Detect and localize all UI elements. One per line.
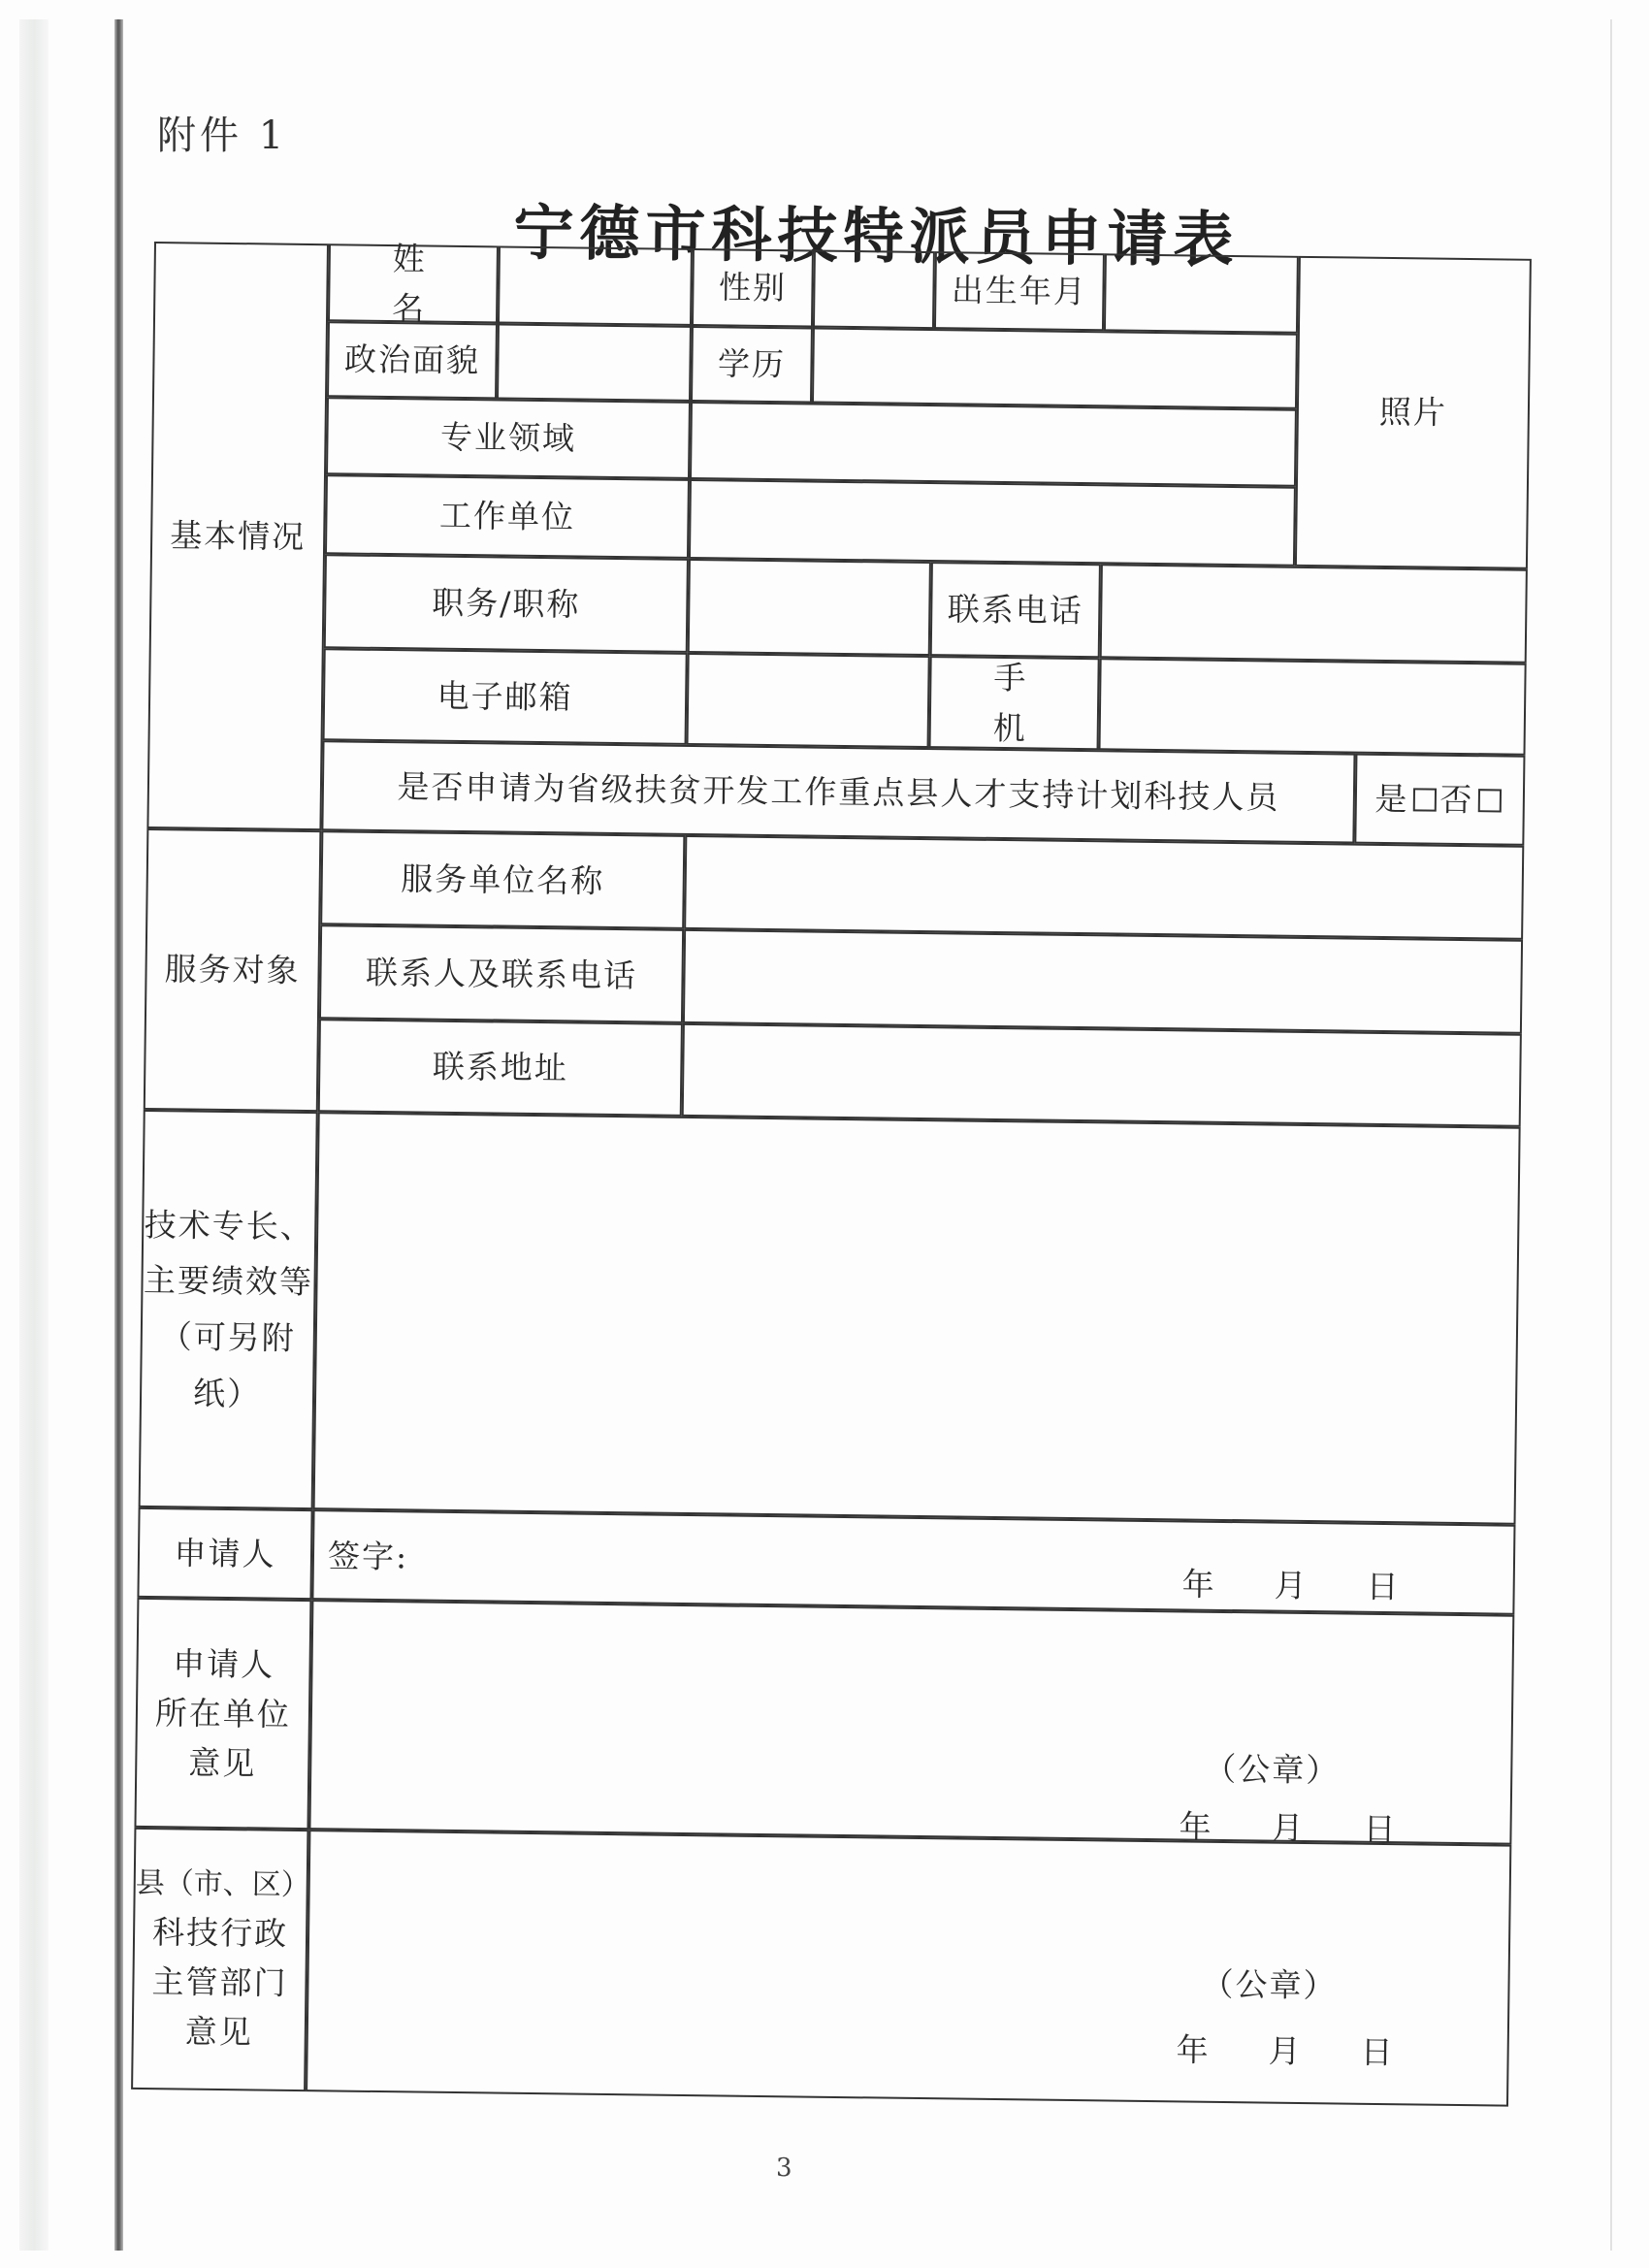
address-label (318, 1019, 683, 1117)
position-field[interactable] (688, 559, 931, 656)
year-label: 年 (1181, 1565, 1216, 1604)
employer-label-text: 工作单位 (438, 497, 576, 536)
county-opinion-label-line: 科技行政 (151, 1912, 289, 1953)
applicant-label-text: 申请人 (174, 1534, 276, 1573)
page-title: 宁德市科技特派员申请表 (513, 196, 1240, 275)
applicant-label (137, 1507, 312, 1600)
birth-label (934, 251, 1105, 331)
mobile-label (929, 656, 1100, 750)
month-label: 月 (1271, 1808, 1306, 1848)
employer-opinion-label (134, 1598, 311, 1830)
employer-opinion-label-line: 申请人 (172, 1644, 275, 1684)
section-service-target (144, 828, 322, 1112)
yes-label: 是 (1374, 779, 1409, 819)
talent-program-text: 是否申请为省级扶贫开发工作重点县人才支持计划科技人员 (397, 767, 1280, 817)
phone-label-text: 联系电话 (947, 590, 1084, 630)
name-label (328, 239, 499, 328)
binding-edge (114, 19, 123, 2251)
annex-label: 附件 1 (157, 113, 288, 158)
scan-shadow (19, 19, 48, 2251)
expertise-label (139, 1110, 318, 1509)
gender-field[interactable] (813, 250, 935, 330)
official-seal-label: （公章） (1201, 1964, 1338, 2005)
employer-opinion-label-line: 意见 (188, 1743, 257, 1783)
application-form (132, 239, 1533, 2142)
political-label (327, 321, 498, 399)
section-label: 服务对象 (164, 950, 301, 990)
birth-label-text: 出生年月 (951, 271, 1088, 311)
talent-program-question (321, 740, 1355, 843)
email-field[interactable] (687, 653, 930, 748)
field-label (326, 397, 691, 479)
yes-checkbox[interactable] (1412, 788, 1436, 811)
applicant-date (1181, 1559, 1401, 1611)
address-label-text: 联系地址 (432, 1048, 569, 1087)
address-field[interactable] (682, 1023, 1522, 1127)
county-opinion-label-line: 意见 (184, 2012, 254, 2052)
no-label: 否 (1439, 780, 1474, 820)
expertise-field[interactable] (313, 1112, 1521, 1525)
section-label: 基本情况 (169, 516, 307, 556)
day-label: 日 (1363, 1809, 1398, 1849)
education-label (691, 326, 813, 404)
signature-label: 签字: (327, 1537, 409, 1576)
photo-label: 照片 (1378, 393, 1448, 433)
field-label-text: 专业领域 (439, 418, 577, 458)
page-edge (1610, 19, 1612, 2251)
mobile-label-text: 手 机 (992, 659, 1065, 748)
name-field[interactable] (498, 245, 693, 326)
political-label-text: 政治面貌 (343, 340, 481, 380)
service-unit-field[interactable] (684, 835, 1524, 940)
mobile-field[interactable] (1099, 658, 1527, 756)
employer-label (325, 474, 690, 559)
county-opinion-label-line: 主管部门 (151, 1961, 288, 2002)
position-label-text: 职务/职称 (432, 583, 581, 624)
section-basic-info (146, 242, 329, 830)
county-opinion-label (131, 1828, 308, 2091)
gender-label (692, 248, 814, 328)
year-label: 年 (1179, 1807, 1213, 1846)
political-field[interactable] (497, 323, 692, 402)
email-label-text: 电子邮箱 (436, 676, 573, 717)
contact-label-text: 联系人及联系电话 (365, 953, 638, 995)
expertise-label-line: 主要绩效等 (143, 1261, 314, 1302)
month-label: 月 (1274, 1566, 1309, 1605)
no-checkbox[interactable] (1477, 789, 1501, 812)
birth-field[interactable] (1104, 253, 1299, 334)
service-unit-label (320, 830, 685, 929)
month-label: 月 (1268, 2031, 1303, 2071)
expertise-label-line: 技术专长、 (144, 1205, 315, 1246)
photo-box[interactable] (1295, 256, 1532, 569)
employer-field[interactable] (689, 479, 1296, 567)
service-unit-label-text: 服务单位名称 (401, 859, 605, 900)
day-label: 日 (1366, 1567, 1401, 1606)
gender-label-text: 性别 (718, 268, 788, 308)
page-number: 3 (776, 2154, 792, 2183)
county-opinion-field[interactable] (306, 1830, 1511, 2107)
name-label-text: 姓 名 (391, 239, 465, 328)
county-opinion-date (1176, 2025, 1395, 2077)
employer-opinion-label-line: 所在单位 (154, 1694, 292, 1733)
contact-label (319, 924, 684, 1023)
employer-opinion-field[interactable] (308, 1600, 1514, 1849)
education-label-text: 学历 (717, 344, 787, 384)
yes-no-choice (1354, 754, 1525, 846)
day-label: 日 (1360, 2032, 1395, 2072)
education-field[interactable] (812, 328, 1298, 409)
year-label: 年 (1176, 2030, 1211, 2069)
county-opinion-label-line: 县（市、区） (135, 1865, 310, 1903)
field-input[interactable] (690, 402, 1297, 487)
phone-field[interactable] (1100, 564, 1528, 664)
official-seal-label: （公章） (1204, 1749, 1341, 1790)
email-label (323, 648, 688, 745)
expertise-label-line: （可另附纸） (159, 1317, 297, 1413)
position-label (324, 554, 689, 653)
phone-label (930, 562, 1101, 658)
applicant-signature-field[interactable] (311, 1509, 1515, 1615)
contact-field[interactable] (683, 929, 1523, 1034)
